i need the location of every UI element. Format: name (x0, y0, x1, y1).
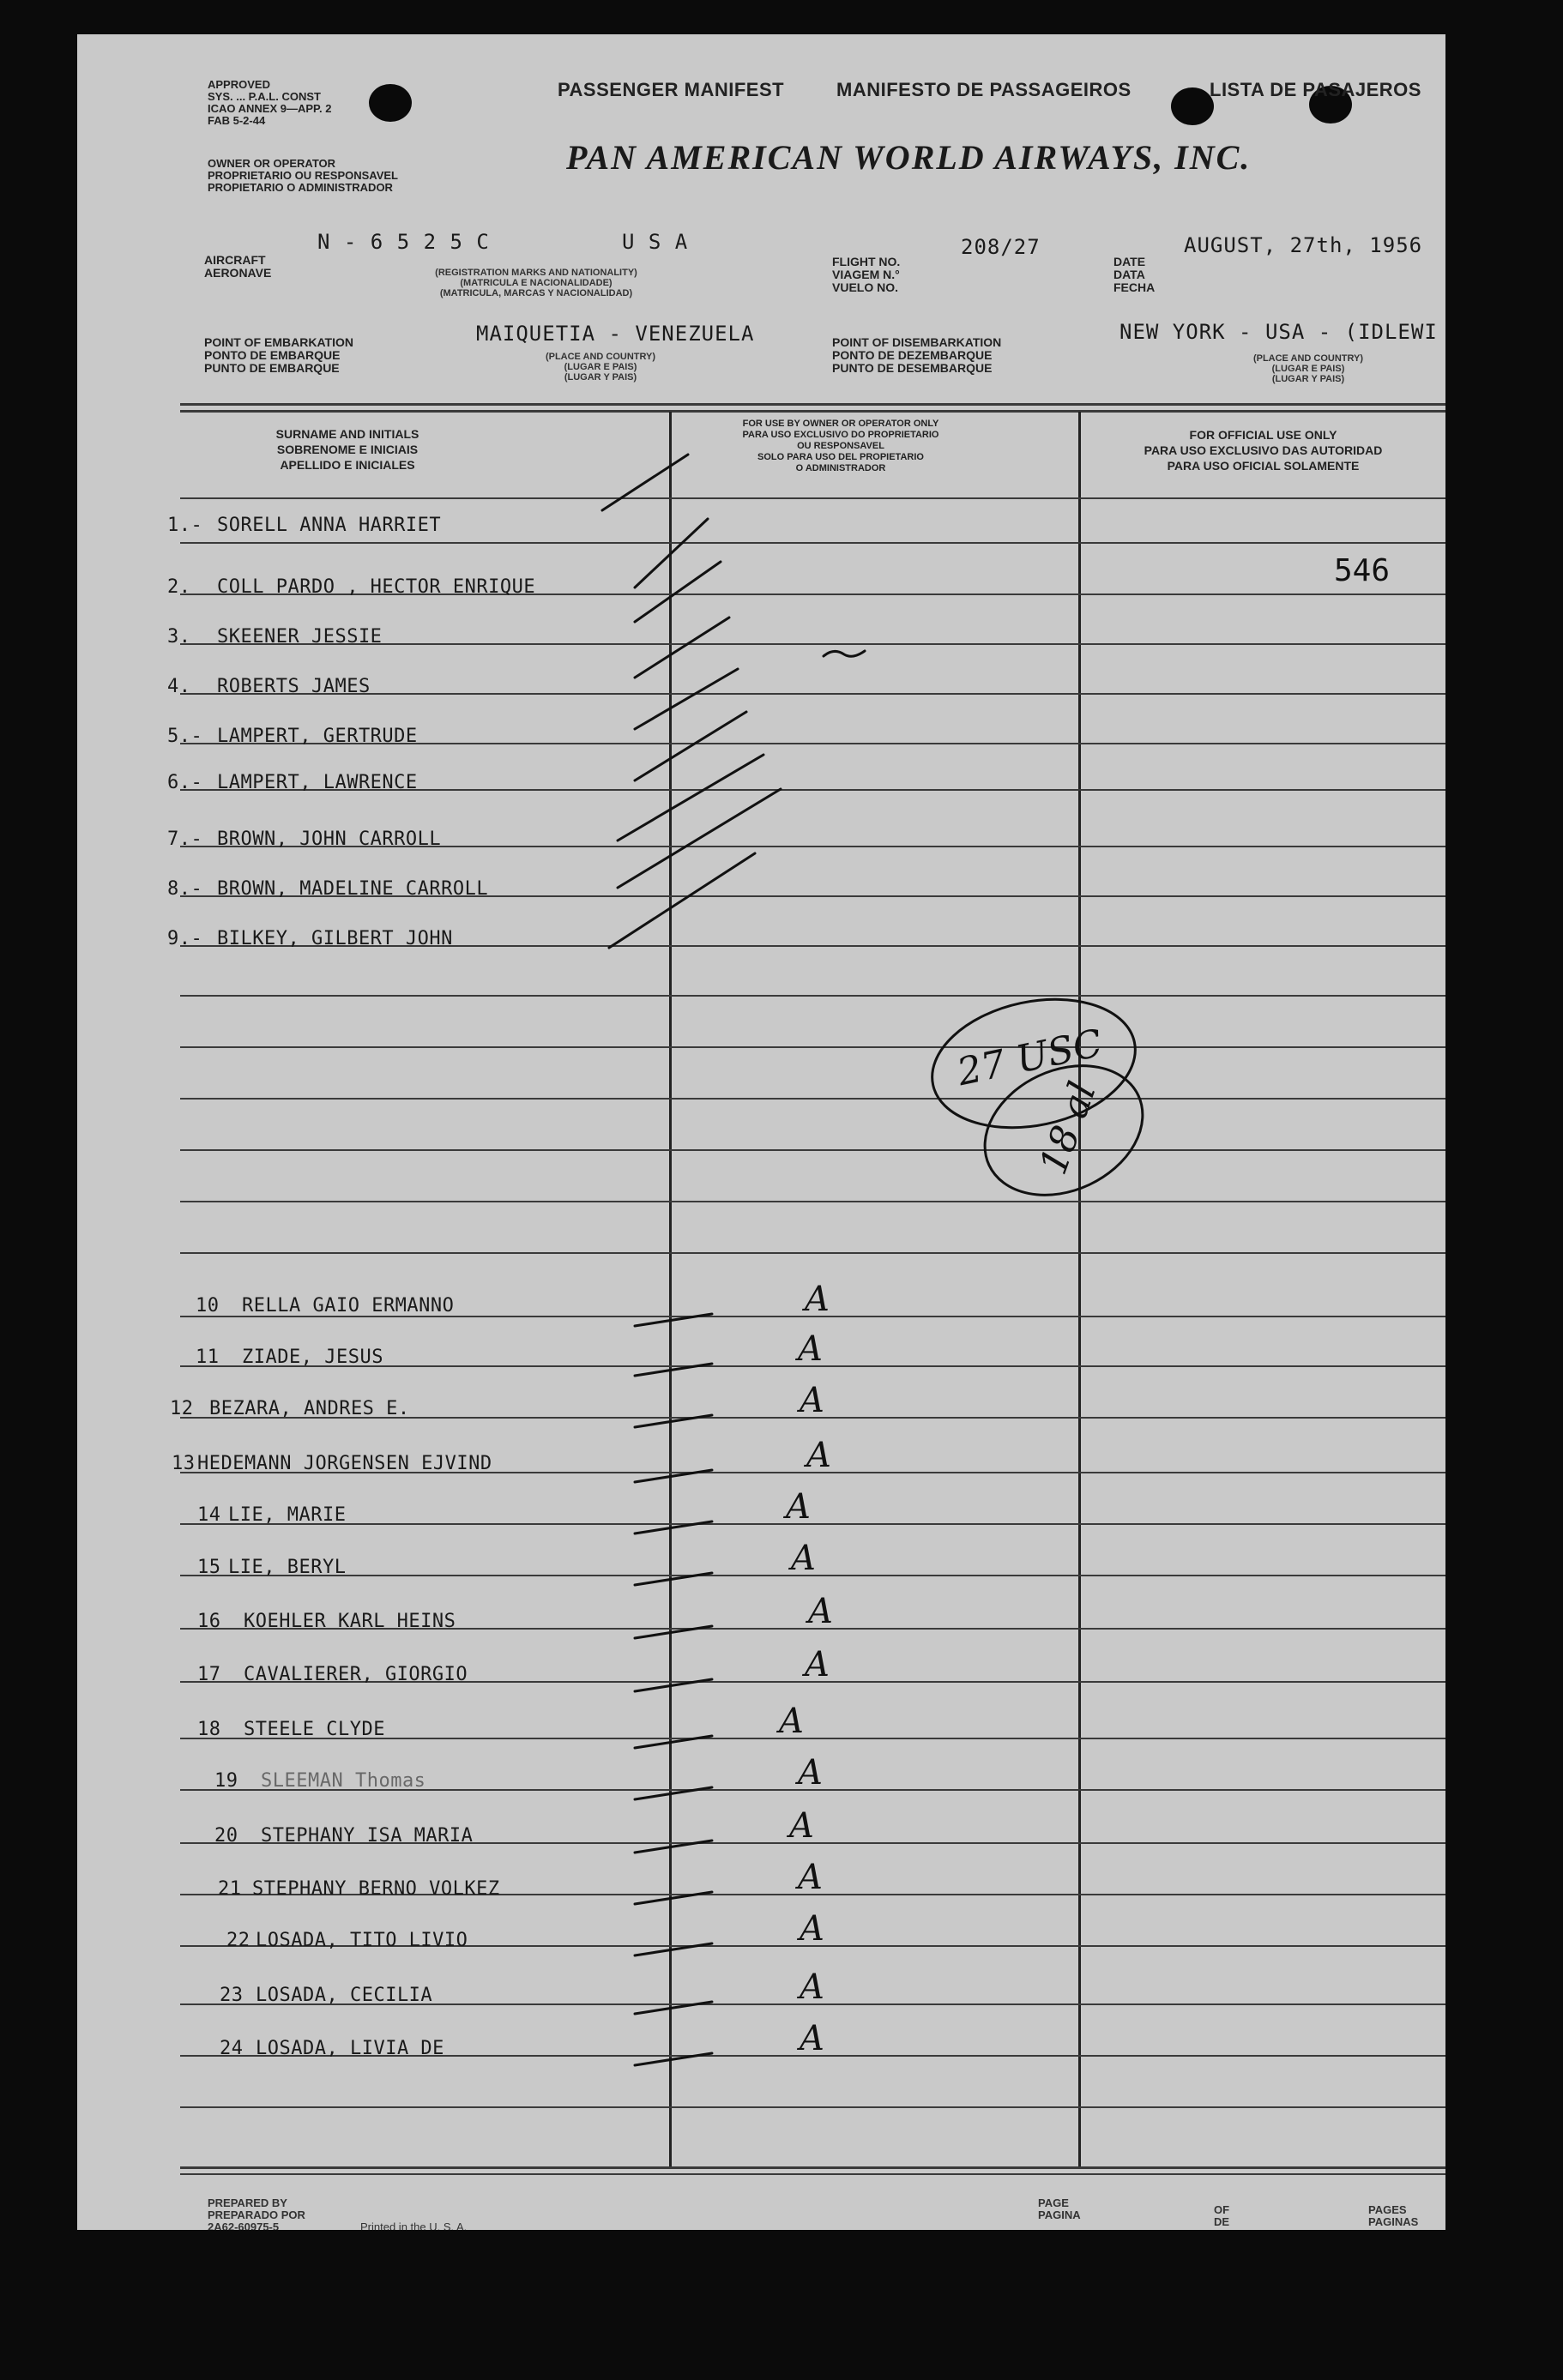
row-number: 2. (167, 576, 191, 598)
row-number: 4. (167, 676, 191, 697)
row-number: 14 (197, 1504, 221, 1526)
passenger-name: CAVALIERER, GIORGIO (244, 1664, 468, 1685)
dash-mark (635, 1415, 712, 1427)
approval-note: APPROVED SYS. ... P.A.L. CONST ICAO ANNEX 9—APP. 2 FAB 5-2-44 (208, 78, 332, 127)
stamp-text-bottom: 18 al (1031, 1076, 1105, 1181)
title-passenger-manifest: PASSENGER MANIFEST (558, 79, 785, 100)
a-mark: A (806, 1436, 831, 1475)
row-number: 11 (196, 1347, 220, 1368)
passenger-name: SKEENER JESSIE (217, 626, 383, 648)
a-mark: A (808, 1592, 833, 1631)
row-number: 22 (226, 1930, 250, 1951)
printed-in: Printed in the U. S. A. (360, 2220, 468, 2230)
row-number: 8.- (167, 878, 203, 900)
row-number: 24 (220, 2038, 244, 2059)
a-mark: A (800, 2019, 824, 2058)
check-stroke (618, 789, 781, 888)
passenger-name: BROWN, JOHN CARROLL (217, 828, 442, 850)
of-label: OF DE (1214, 2203, 1230, 2228)
dash-mark (635, 1943, 712, 1955)
row-number: 5.- (167, 726, 203, 747)
column-header-operator: FOR USE BY OWNER OR OPERATOR ONLY PARA USO EXCLUSIVO DO PROPRIETARIO OU RESPONSAVEL SOLO PARA USO DEL PROPIETARIO O ADMINISTRADOR (742, 419, 939, 473)
row-number: 19 (214, 1770, 238, 1792)
pages-label: PAGES PAGINAS (1368, 2203, 1419, 2228)
passenger-name: LAMPERT, LAWRENCE (217, 772, 418, 793)
passenger-name: LIE, BERYL (228, 1557, 347, 1578)
stamp-text-top: 27 USC (953, 1021, 1107, 1095)
scribble-mark (824, 651, 865, 656)
table-bottom-rule (180, 2166, 1445, 2169)
aircraft-label: AIRCRAFT AERONAVE (204, 253, 272, 280)
a-mark: A (805, 1645, 830, 1684)
a-mark: A (800, 1381, 824, 1420)
check-stroke (635, 562, 721, 622)
check-stroke (618, 755, 763, 841)
row-number: 18 (197, 1719, 221, 1740)
aircraft-registration: N - 6 5 2 5 C (317, 230, 490, 254)
check-stroke (635, 712, 746, 780)
manifest-page (77, 34, 1445, 2230)
passenger-name: BEZARA, ANDRES E. (209, 1398, 410, 1419)
a-mark: A (779, 1702, 804, 1741)
embarkation-label: POINT OF EMBARKATION PONTO DE EMBARQUE PUNTO DE EMBARQUE (204, 335, 353, 375)
a-mark: A (800, 1909, 824, 1949)
passenger-name: COLL PARDO , HECTOR ENRIQUE (217, 576, 536, 598)
disembarkation-label: POINT OF DISEMBARKATION PONTO DE DEZEMBARQUE PUNTO DE DESEMBARQUE (832, 335, 1002, 375)
a-mark: A (798, 1329, 823, 1369)
passenger-name: KOEHLER KARL HEINS (244, 1611, 456, 1632)
aircraft-nationality: U S A (622, 230, 689, 254)
prepared-by: PREPARED BY PREPARADO POR 2A62-60975-5 (208, 2196, 305, 2230)
check-stroke (635, 618, 729, 678)
column-header-names: SURNAME AND INITIALS SOBRENOME E INICIAIS APELLIDO E INICIALES (275, 427, 419, 472)
passenger-name: ROBERTS JAMES (217, 676, 371, 697)
dash-mark (635, 1787, 712, 1799)
row-number: 12 (170, 1398, 194, 1419)
row-dash-marks (635, 1314, 712, 2065)
flight-label: FLIGHT NO. VIAGEM N.° VUELO NO. (832, 255, 901, 294)
dash-mark (635, 2053, 712, 2065)
passenger-name: HEDEMANN JORGENSEN EJVIND (197, 1453, 492, 1474)
a-mark: A (791, 1539, 816, 1578)
page-label: PAGE PAGINA (1038, 2196, 1081, 2221)
dash-mark (635, 1736, 712, 1748)
row-number: 13 (172, 1453, 196, 1474)
passenger-name: STEELE CLYDE (244, 1719, 385, 1740)
row-number: 3. (167, 626, 191, 648)
aircraft-sublabel: (REGISTRATION MARKS AND NATIONALITY) (MATRICULA E NACIONALIDADE) (MATRICULA, MARCAS Y NACIONALIDAD) (435, 268, 637, 298)
passenger-name: LOSADA, TITO LIVIO (256, 1930, 468, 1951)
column-header-official: FOR OFFICIAL USE ONLY PARA USO EXCLUSIVO DAS AUTORIDAD PARA USO OFICIAL SOLAMENTE (1144, 428, 1383, 473)
dash-mark (635, 1573, 712, 1585)
handwritten-marks (77, 34, 1445, 2230)
passenger-name: SORELL ANNA HARRIET (217, 515, 442, 536)
title-manifesto: MANIFESTO DE PASSAGEIROS (836, 79, 1132, 100)
passenger-name: BROWN, MADELINE CARROLL (217, 878, 489, 900)
table-bottom-rule-2 (180, 2173, 1445, 2175)
row-number: 9.- (167, 928, 203, 949)
passenger-name: STEPHANY ISA MARIA (261, 1825, 474, 1847)
passenger-name: RELLA GAIO ERMANNO (242, 1295, 455, 1317)
row-number: 7.- (167, 828, 203, 850)
passenger-name: LOSADA, LIVIA DE (256, 2038, 444, 2059)
row-number: 16 (197, 1611, 221, 1632)
dash-mark (635, 1679, 712, 1691)
a-mark: A (798, 1753, 823, 1793)
row-number: 23 (220, 1985, 244, 2006)
company-name: PAN AMERICAN WORLD AIRWAYS, INC. (566, 138, 1252, 177)
passenger-name: LIE, MARIE (228, 1504, 347, 1526)
disembarkation-place: NEW YORK - USA - (IDLEWI (1119, 320, 1438, 344)
dash-mark (635, 1314, 712, 1326)
passenger-name: LAMPERT, GERTRUDE (217, 726, 418, 747)
row-number: 17 (197, 1664, 221, 1685)
disembarkation-sublabel: (PLACE AND COUNTRY) (LUGAR E PAIS) (LUGAR Y PAIS) (1252, 353, 1364, 384)
row-number: 1.- (167, 515, 203, 536)
title-lista: LISTA DE PASAJEROS (1210, 79, 1421, 100)
row-number: 21 (218, 1878, 242, 1900)
a-mark: A (805, 1280, 830, 1319)
flight-number: 208/27 (961, 235, 1041, 259)
dash-mark (635, 1841, 712, 1853)
embarkation-sublabel: (PLACE AND COUNTRY) (LUGAR E PAIS) (LUGAR Y PAIS) (545, 352, 656, 383)
row-number: 10 (196, 1295, 220, 1317)
dash-mark (635, 1364, 712, 1376)
passenger-name: SLEEMAN Thomas (261, 1770, 426, 1792)
check-stroke (602, 455, 688, 510)
dash-mark (635, 1521, 712, 1533)
check-stroke (609, 853, 755, 948)
date-label: DATE DATA FECHA (1113, 255, 1156, 294)
embarkation-place: MAIQUETIA - VENEZUELA (476, 322, 755, 346)
a-mark: A (786, 1487, 811, 1527)
check-stroke (635, 669, 738, 729)
passenger-name: ZIADE, JESUS (242, 1347, 383, 1368)
row-number: 6.- (167, 772, 203, 793)
passenger-name: BILKEY, GILBERT JOHN (217, 928, 453, 949)
row-number: 20 (214, 1825, 238, 1847)
passenger-name: STEPHANY BERNO VOLKEZ (252, 1878, 500, 1900)
passenger-name: LOSADA, CECILIA (256, 1985, 433, 2006)
official-number: 546 (1334, 553, 1391, 588)
row-number: 15 (197, 1557, 221, 1578)
dash-mark (635, 2002, 712, 2014)
a-mark: A (798, 1858, 823, 1897)
dash-mark (635, 1470, 712, 1482)
dash-mark (635, 1892, 712, 1904)
dash-mark (635, 1626, 712, 1638)
flight-date: AUGUST, 27th, 1956 (1184, 233, 1423, 257)
a-mark: A (789, 1806, 814, 1846)
a-mark: A (800, 1967, 824, 2007)
owner-operator-label: OWNER OR OPERATOR PROPRIETARIO OU RESPONSAVEL PROPIETARIO O ADMINISTRADOR (208, 157, 398, 194)
